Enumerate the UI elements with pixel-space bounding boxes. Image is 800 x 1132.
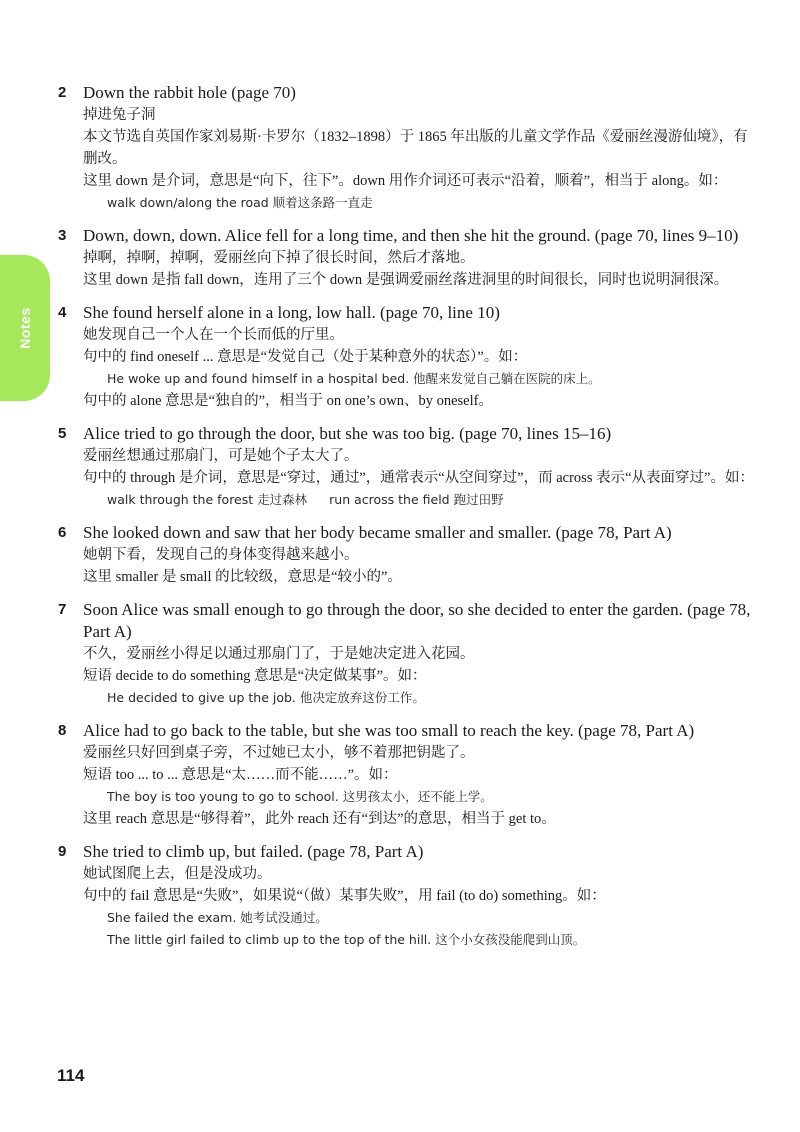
note-explanation: 句中的 find oneself ... 意思是“发觉自己（处于某种意外的状态）”。如： (83, 349, 528, 365)
note-explanation: 短语 decide to do something 意思是“决定做某事”。如： (83, 668, 427, 684)
note-heading: Down the rabbit hole (page 70) (83, 83, 296, 102)
note-example: The boy is too young to go to school. 这男孩太小，还不能上学。 (107, 789, 493, 804)
note-explanation: 爱丽丝想通过那扇门，可是她个子太大了。 (83, 448, 359, 464)
note-example: She failed the exam. 她考试没通过。 (107, 910, 328, 925)
note-item (58, 599, 758, 709)
note-heading: Down, down, down. Alice fell for a long time, and then she hit the ground. (page 70, lines 9–10) (83, 226, 739, 245)
note-explanation: 她试图爬上去，但是没成功。 (83, 866, 272, 882)
note-explanation: 句中的 fail 意思是“失败”，如果说“（做）某事失败”，用 fail (to do) something。如： (83, 888, 606, 904)
note-item (58, 423, 758, 511)
note-heading: She tried to climb up, but failed. (page 78, Part A) (83, 842, 424, 861)
note-explanation: 短语 too ... to ... 意思是“太……而不能……”。如： (83, 767, 398, 783)
note-heading: Soon Alice was small enough to go through the door, so she decided to enter the garden. (page 78, Part A) (83, 600, 751, 641)
note-heading: She looked down and saw that her body became smaller and smaller. (page 78, Part A) (83, 523, 672, 542)
note-number: 6 (58, 524, 67, 541)
note-number: 8 (58, 722, 67, 739)
note-item (58, 82, 758, 214)
note-explanation: 她发现自己一个人在一个长而低的厅里。 (83, 327, 344, 343)
note-explanation: 这里 down 是介词，意思是“向下，往下”。down 用作介词还可表示“沿着，顺着”，相当于 along。如： (83, 173, 728, 189)
note-heading: Alice tried to go through the door, but she was too big. (page 70, lines 15–16) (83, 424, 612, 443)
note-item (58, 841, 758, 951)
note-example-part: run across the field 跑过田野 (329, 492, 504, 507)
note-number: 3 (58, 227, 67, 244)
notes-list (58, 82, 758, 962)
note-explanation: 掉进兔子洞 (83, 107, 156, 123)
note-explanation: 她朝下看，发现自己的身体变得越来越小。 (83, 547, 359, 563)
note-example: walk down/along the road 顺着这条路一直走 (107, 195, 373, 210)
note-number: 4 (58, 304, 67, 321)
note-explanation: 这里 smaller 是 small 的比较级，意思是“较小的”。 (83, 569, 402, 585)
page-number: 114 (57, 1066, 85, 1085)
note-example: The little girl failed to climb up to the top of the hill. 这个小女孩没能爬到山顶。 (107, 932, 586, 947)
note-explanation: 句中的 alone 意思是“独自的”，相当于 on one’s own、by oneself。 (83, 393, 493, 409)
note-number: 2 (58, 84, 67, 101)
note-example (83, 489, 758, 511)
note-explanation: 这里 down 是指 fall down，连用了三个 down 是强调爱丽丝落进洞里的时间很长，同时也说明洞很深。 (83, 272, 729, 288)
notes-tab-label: Notes (17, 307, 33, 349)
note-example: He woke up and found himself in a hospital bed. 他醒来发觉自己躺在医院的床上。 (107, 371, 601, 386)
note-explanation: 这里 reach 意思是“够得着”，此外 reach 还有“到达”的意思，相当于 get to。 (83, 811, 556, 827)
note-number: 5 (58, 425, 67, 442)
note-explanation: 句中的 through 是介词，意思是“穿过，通过”，通常表示“从空间穿过”，而 across 表示“从表面穿过”。如： (83, 470, 754, 486)
note-number: 9 (58, 843, 67, 860)
note-item (58, 720, 758, 830)
note-explanation: 本文节选自英国作家刘易斯·卡罗尔（1832–1898）于 1865 年出版的儿童文学作品《爱丽丝漫游仙境》，有删改。 (83, 129, 748, 167)
note-item (58, 522, 758, 588)
note-example: He decided to give up the job. 他决定放弃这份工作。 (107, 690, 425, 705)
notes-side-tab (0, 255, 50, 401)
note-explanation: 不久，爱丽丝小得足以通过那扇门了，于是她决定进入花园。 (83, 646, 475, 662)
note-heading: Alice had to go back to the table, but she was too small to reach the key. (page 78, Part A) (83, 721, 695, 740)
note-number: 7 (58, 601, 67, 618)
note-example-part: walk through the forest 走过森林 (107, 492, 308, 507)
note-item (58, 302, 758, 412)
note-heading: She found herself alone in a long, low hall. (page 70, line 10) (83, 303, 500, 322)
note-explanation: 爱丽丝只好回到桌子旁，不过她已太小，够不着那把钥匙了。 (83, 745, 475, 761)
note-explanation: 掉啊，掉啊，掉啊，爱丽丝向下掉了很长时间，然后才落地。 (83, 250, 475, 266)
note-item (58, 225, 758, 291)
